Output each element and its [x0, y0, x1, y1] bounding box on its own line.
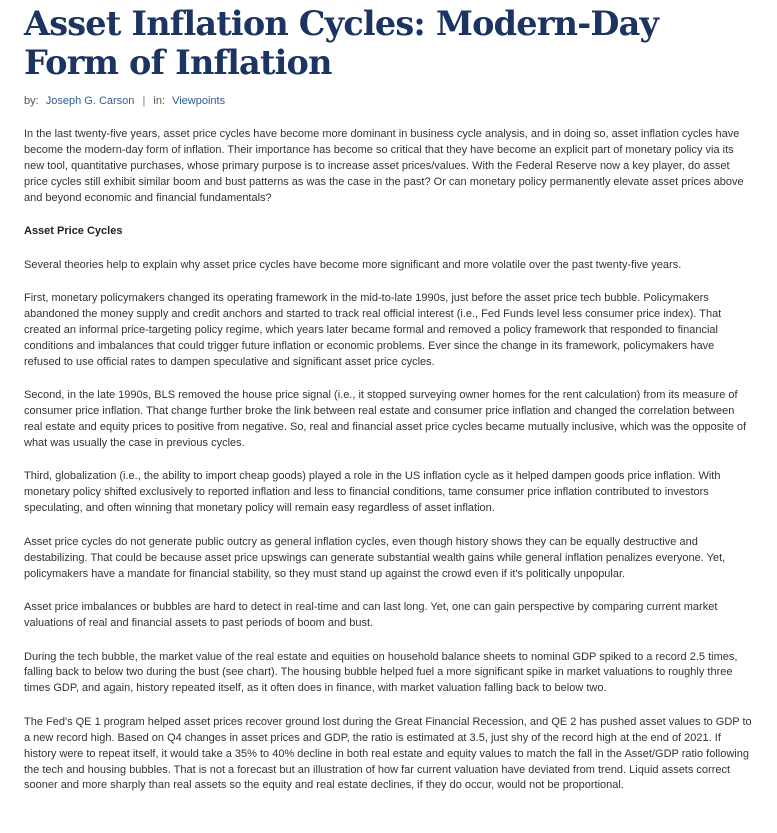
paragraph-intro: In the last twenty-five years, asset price cycles have become more dominant in business cycle analysis, and in doing so, asset inflation cycles have become the modern-day form of inflation. Their importance has become so critical that they have become an explicit part of monetary policy via its new tool, quantitative purchases, whose primary purpose is to increase asset prices/values. With the Federal Reserve now a key player, do asset price cycles still exhibit similar boom and bust patterns as was the case in the past? Or can monetary policy permanently elevate asset prices above and beyond economic and financial fundamentals? [24, 128, 744, 204]
by-label: by: [24, 95, 39, 107]
in-label: in: [153, 95, 166, 107]
article-title: Asset Inflation Cycles: Modern-Day Form of Inflation [24, 4, 659, 82]
author-link[interactable]: Joseph G. Carson [45, 95, 135, 107]
paragraph: Third, globalization (i.e., the ability to import cheap goods) played a role in the US inflation cycle as it helped dampen goods price inflation. With monetary policy shifted exclusively to reported inflation and less to financial conditions, tame consumer price inflation contributed to investors speculating, and often winning that monetary policy will remain easy regardless of asset inflation. [24, 470, 721, 515]
paragraph: First, monetary policymakers changed its operating framework in the mid-to-late 1990s, just before the asset price tech bubble. Policymakers abandoned the money supply and credit anchors and started to track real official interest (i.e., Fed Funds level less consumer price index). That created an informal price-targeting policy regime, which years later became formal and removed a policy framework that responded to financial conditions and imbalances that could trigger future inflation or economic problems. Ever since the change in its framework, policymakers have refused to use official rates to dampen speculative and significant asset price cycles. [24, 292, 722, 368]
section-heading: Asset Price Cycles [24, 225, 123, 238]
category-link[interactable]: Viewpoints [172, 95, 226, 107]
paragraph: Several theories help to explain why asset price cycles have become more significant and more volatile over the past twenty-five years. [24, 258, 682, 271]
article-body [24, 127, 753, 794]
paragraph: The Fed's QE 1 program helped asset prices recover ground lost during the Great Financial Recession, and QE 2 has pushed asset values to GDP to a new record high. Based on Q4 changes in asset prices and GDP, the ratio is estimated at 3.5, just shy of the record high at the end of 2021. If history were to repeat itself, it would take a 35% to 40% decline in both real estate and equity values to match the fall in the Asset/GDP ratio following the tech and housing bubbles. That is not a forecast but an illustration of how far current valuation have deviated from trend. Liquid assets correct sooner and more sharply than real assets so the equity and real estate declines, if they do occur, would not be proportional. [24, 715, 752, 792]
paragraph: Second, in the late 1990s, BLS removed the house price signal (i.e., it stopped surveying owner homes for the rent calculation) from its measure of consumer price inflation. That change further broke the link between real estate and consumer price inflation and changed the correlation between real estate and equity prices to positive from negative. So, real and financial asset price cycles became mutually inclusive, which was the opposite of what was usually the case in previous cycles. [24, 389, 747, 449]
paragraph: Asset price cycles do not generate public outcry as general inflation cycles, even though history shows they can be equally destructive and destabilizing. That could be because asset price upswings can generate substantial wealth gains while general inflation penalizes everyone. Yet, policymakers have a mandate for financial stability, so they must stand up against the crowd even if it's politically unpopular. [24, 535, 726, 580]
paragraph: Asset price imbalances or bubbles are hard to detect in real-time and can last long. Yet, one can gain perspective by comparing current market valuations of real and financial assets to past periods of boom and bust. [24, 601, 718, 629]
paragraph: During the tech bubble, the market value of the real estate and equities on household balance sheets to nominal GDP spiked to a record 2.5 times, falling back to below two during the bust (see chart). The housing bubble helped fuel a more significant spike in market valuations to roughly three times GDP, and again, history repeated itself, as it often does in finance, with market valuation falling back to below two. [24, 650, 738, 695]
byline-separator: | [142, 95, 146, 107]
byline [24, 95, 753, 107]
